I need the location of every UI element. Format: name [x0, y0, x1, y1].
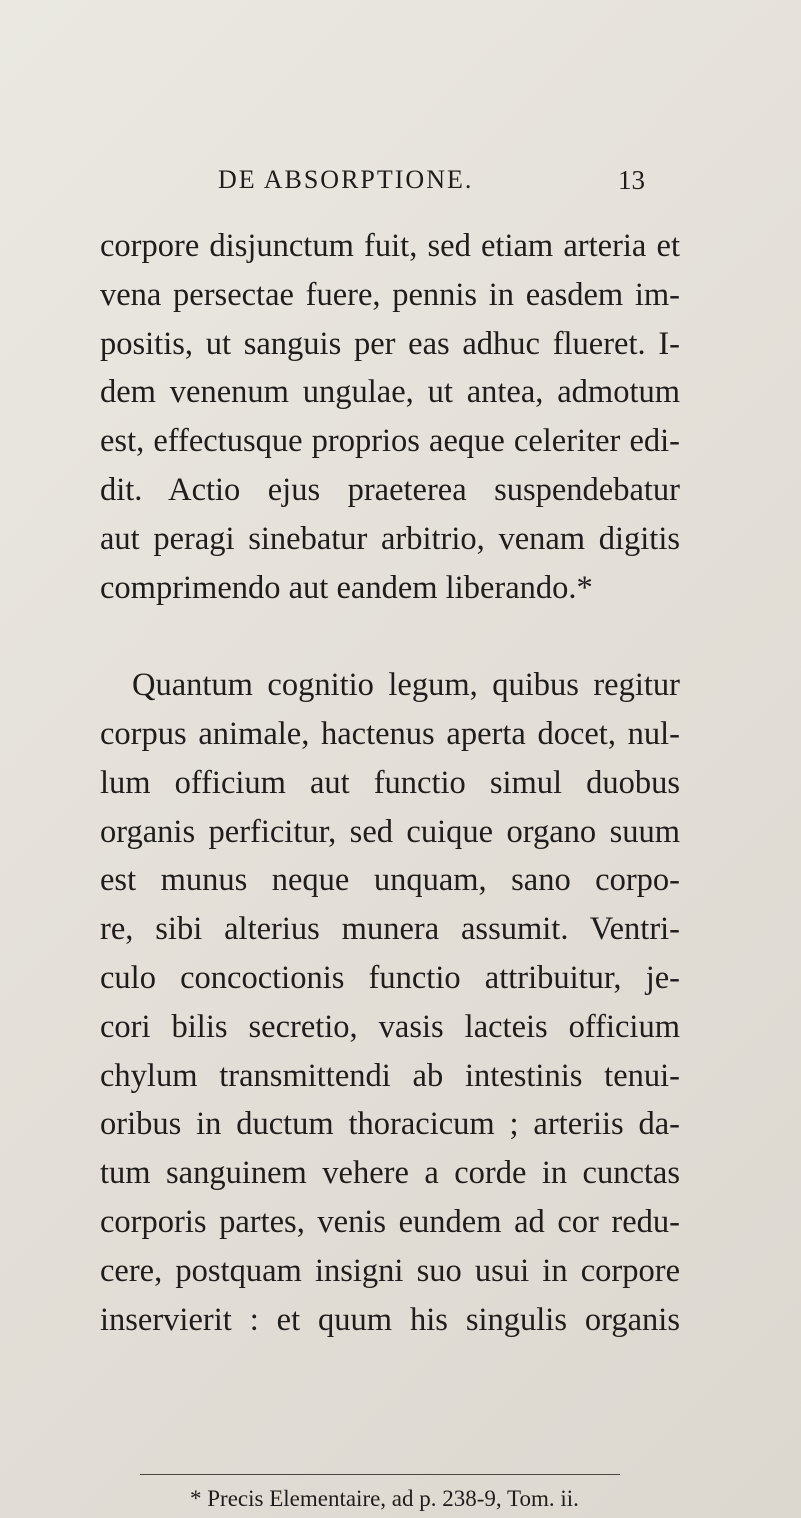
page-number: 13 — [618, 165, 645, 195]
body-text — [100, 222, 680, 1344]
text-line: Quantum cognitio legum, quibus regitur — [132, 667, 680, 704]
text-line: re, sibi alterius munera assumit. Ventri- — [100, 911, 680, 948]
text-line: est, effectusque proprios aeque celeriter edi- — [100, 423, 680, 460]
text-line: positis, ut sanguis per eas adhuc flueret. I- — [100, 325, 680, 362]
text-line: corporis partes, venis eundem ad cor redu- — [100, 1203, 680, 1240]
text-line: lum officium aut functio simul duobus — [100, 764, 680, 801]
text-line: cere, postquam insigni suo usui in corpore — [100, 1252, 680, 1289]
footnote-rule — [140, 1474, 620, 1475]
text-line: dit. Actio ejus praeterea suspendebatur — [100, 471, 680, 508]
text-line: oribus in ductum thoracicum ; arteriis da- — [100, 1106, 680, 1143]
text-line: culo concoctionis functio attribuitur, je- — [100, 959, 680, 996]
text-line: vena persectae fuere, pennis in easdem im- — [100, 276, 680, 313]
paragraph-gap — [100, 612, 680, 661]
text-line: aut peragi sinebatur arbitrio, venam digitis — [100, 520, 680, 557]
text-line: corpus animale, hactenus aperta docet, nul- — [100, 715, 680, 752]
text-line: est munus neque unquam, sano corpo- — [100, 862, 680, 899]
footnote: * Precis Elementaire, ad p. 238-9, Tom. ii. — [190, 1486, 579, 1511]
running-head-title: DE ABSORPTIONE. — [218, 165, 474, 194]
text-line: organis perficitur, sed cuique organo suum — [100, 813, 680, 850]
text-line: comprimendo aut eandem liberando.* — [100, 569, 593, 606]
text-line: tum sanguinem vehere a corde in cunctas — [100, 1155, 680, 1192]
text-line: chylum transmittendi ab intestinis tenui- — [100, 1057, 680, 1094]
text-line: dem venenum ungulae, ut antea, admotum — [100, 374, 680, 411]
text-line: cori bilis secretio, vasis lacteis officium — [100, 1008, 680, 1045]
text-line: corpore disjunctum fuit, sed etiam arteria et — [100, 228, 680, 264]
running-head — [0, 160, 801, 200]
text-line: inservierit : et quum his singulis organis — [100, 1301, 680, 1338]
